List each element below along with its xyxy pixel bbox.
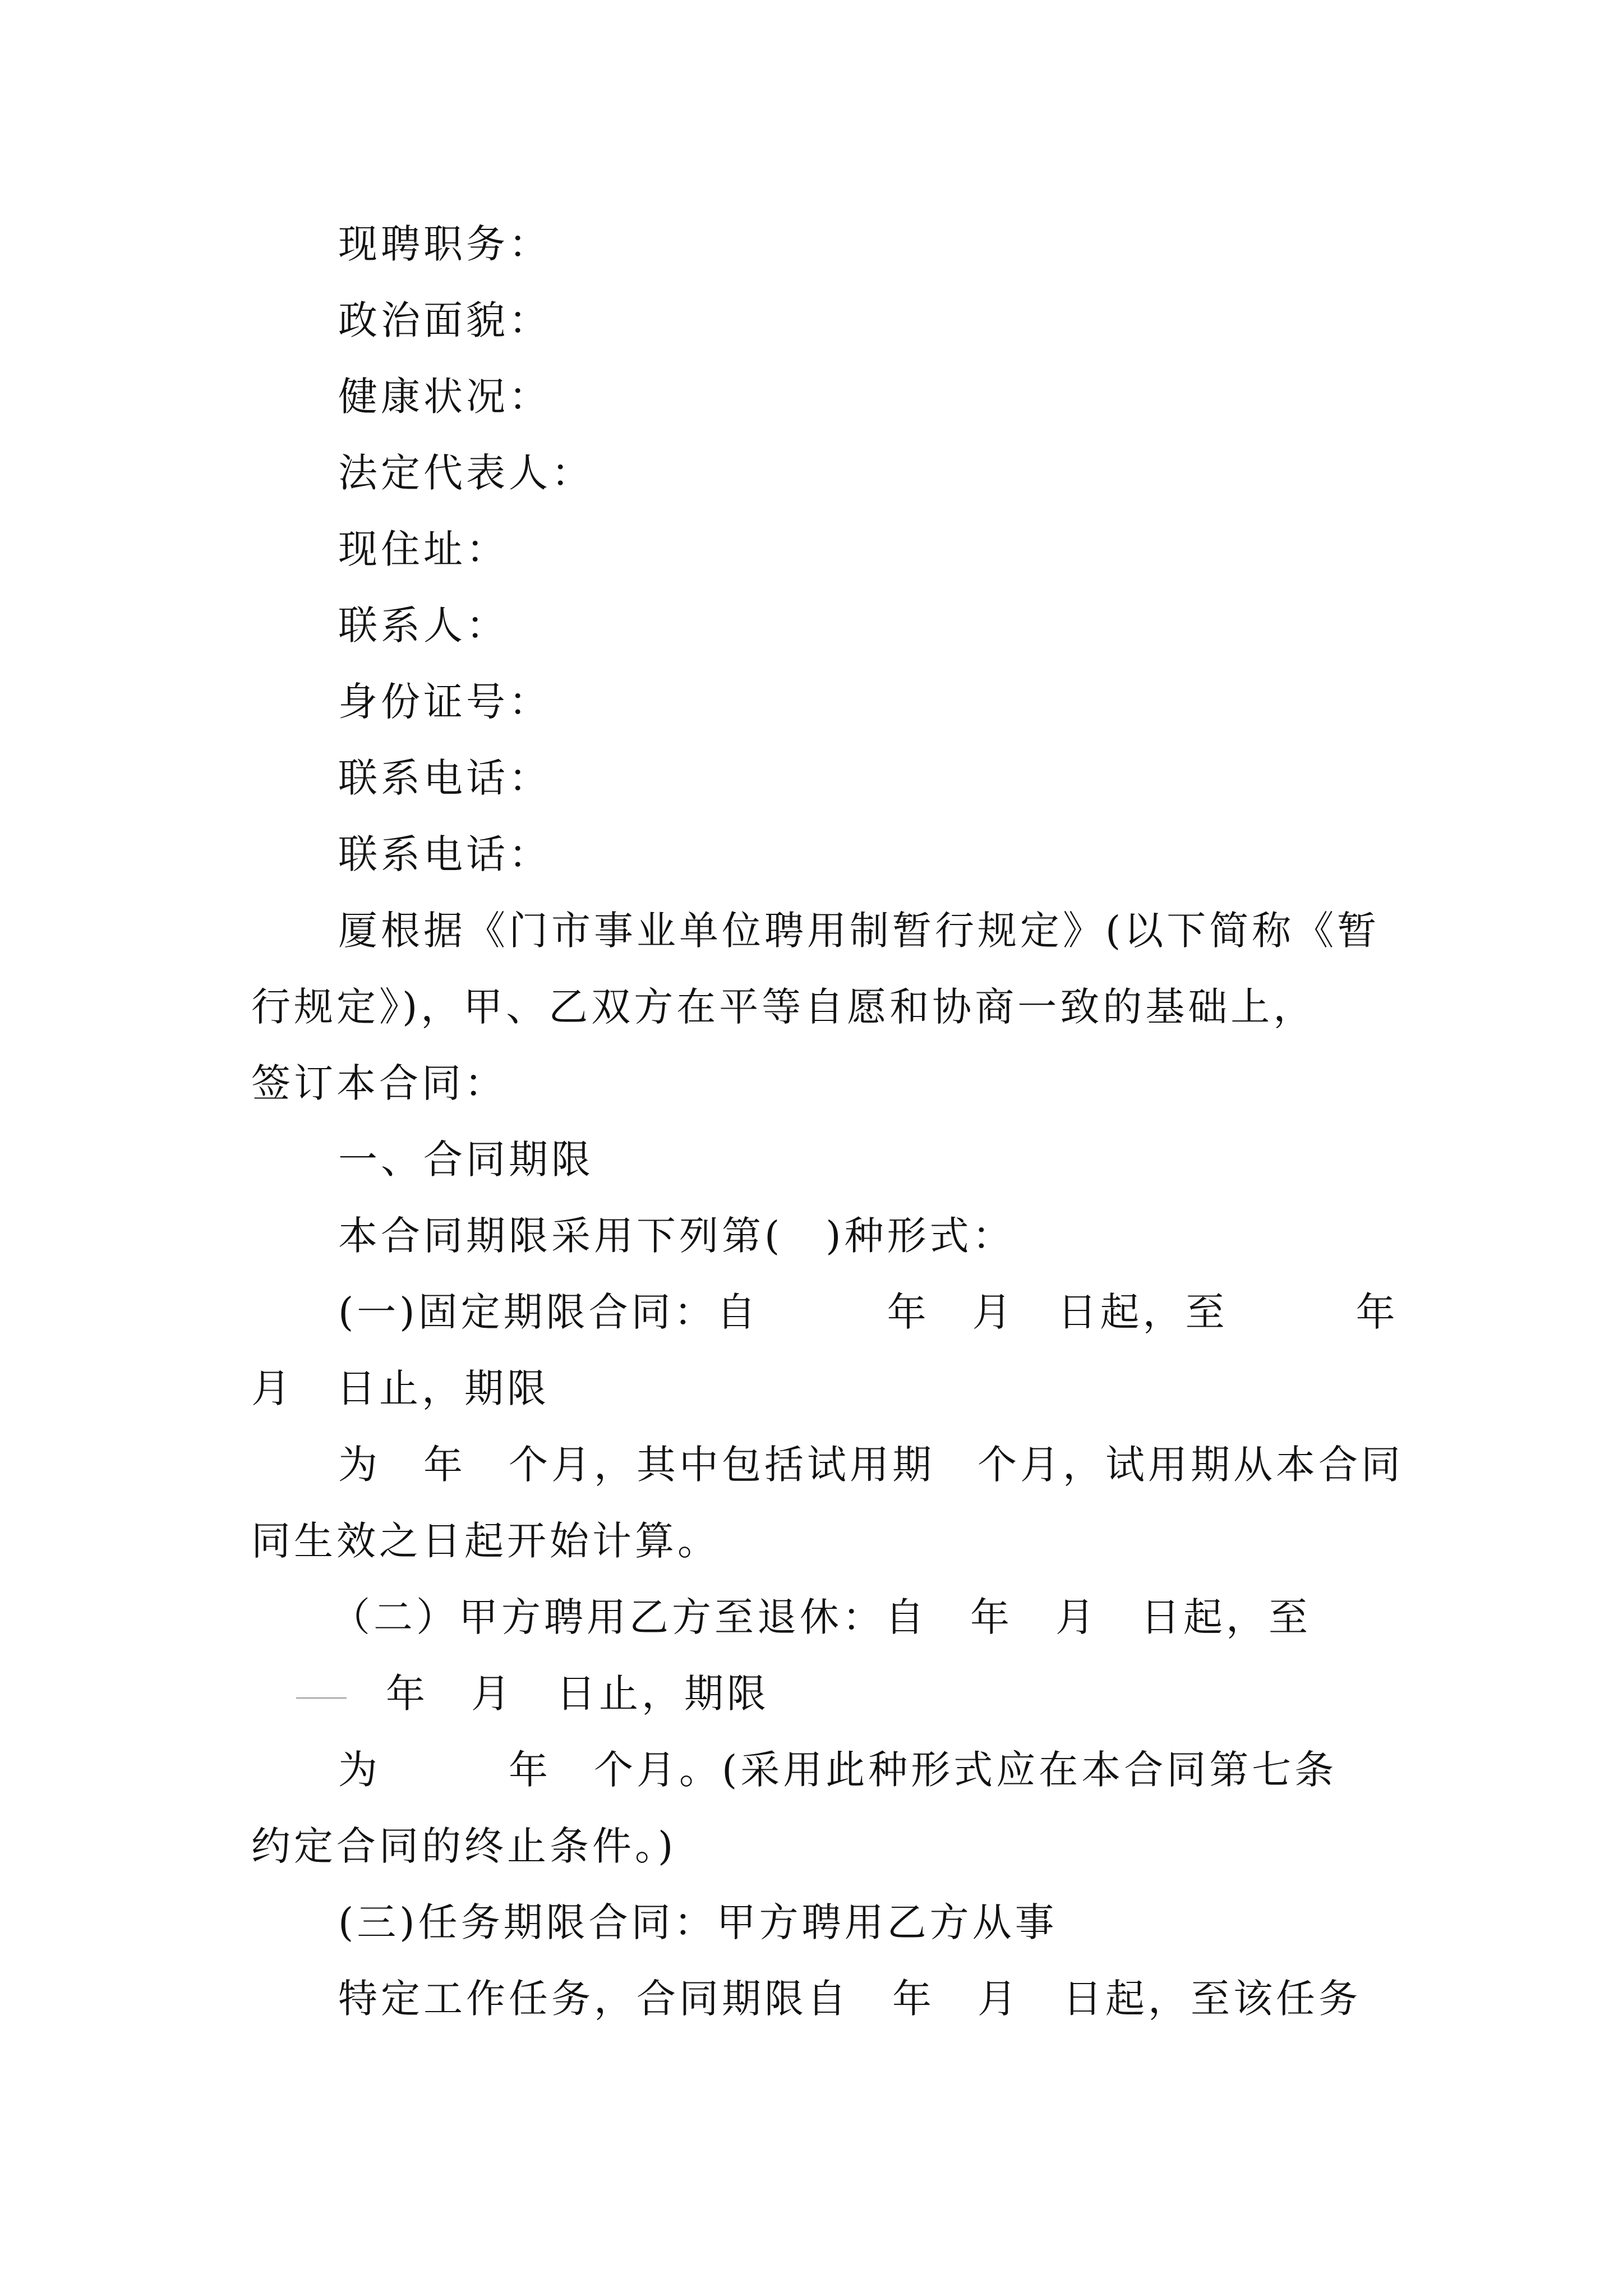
retirement-line-1: （二）甲方聘用乙方至退休：自 年 月 日起，至	[331, 1594, 1311, 1640]
preamble-line-3: 签订本合同：	[251, 1060, 507, 1106]
field-position: 现聘职务：	[338, 221, 551, 267]
section-heading: 一、合同期限	[338, 1137, 594, 1182]
blank-underline	[296, 1695, 347, 1699]
task-term-line-1: (三)任务期限合同：甲方聘用乙方从事	[338, 1899, 1058, 1945]
field-health: 健康状况：	[338, 374, 551, 420]
fixed-term-line-2: 月 日止，期限	[251, 1365, 550, 1411]
field-phone-1: 联系电话：	[338, 755, 551, 801]
field-id-number: 身份证号：	[338, 679, 551, 725]
field-address: 现住址：	[338, 526, 509, 572]
retirement-line-2	[251, 1667, 769, 1720]
retirement-line-2-text: 年 月 日止，期限	[386, 1671, 769, 1717]
preamble-line-1: 厦根据《门市事业单位聘用制暂行规定》(以下简称《暂	[338, 908, 1380, 954]
preamble-line-2: 行规定》)，甲、乙双方在平等自愿和协商一致的基础上，	[251, 984, 1316, 1030]
fixed-term-line-4: 同生效之日起开始计算。	[251, 1518, 720, 1564]
fixed-term-line-1: (一)固定期限合同：自 年 月 日起，至 年	[338, 1289, 1399, 1335]
retirement-line-4: 约定合同的终止条件。)	[251, 1823, 677, 1869]
retirement-line-3: 为 年 个月。(采用此种形式应在本合同第七条	[338, 1747, 1338, 1793]
section-intro: 本合同期限采用下列第( )种形式：	[338, 1213, 1015, 1259]
field-political-status: 政治面貌：	[338, 297, 551, 343]
field-legal-representative: 法定代表人：	[338, 450, 594, 496]
task-term-line-2: 特定工作任务，合同期限自 年 月 日起，至该任务	[338, 1976, 1361, 2022]
fixed-term-line-3: 为 年 个月，其中包括试用期 个月，试用期从本合同	[338, 1442, 1404, 1488]
field-phone-2: 联系电话：	[338, 831, 551, 877]
field-contact-person: 联系人：	[338, 602, 509, 648]
